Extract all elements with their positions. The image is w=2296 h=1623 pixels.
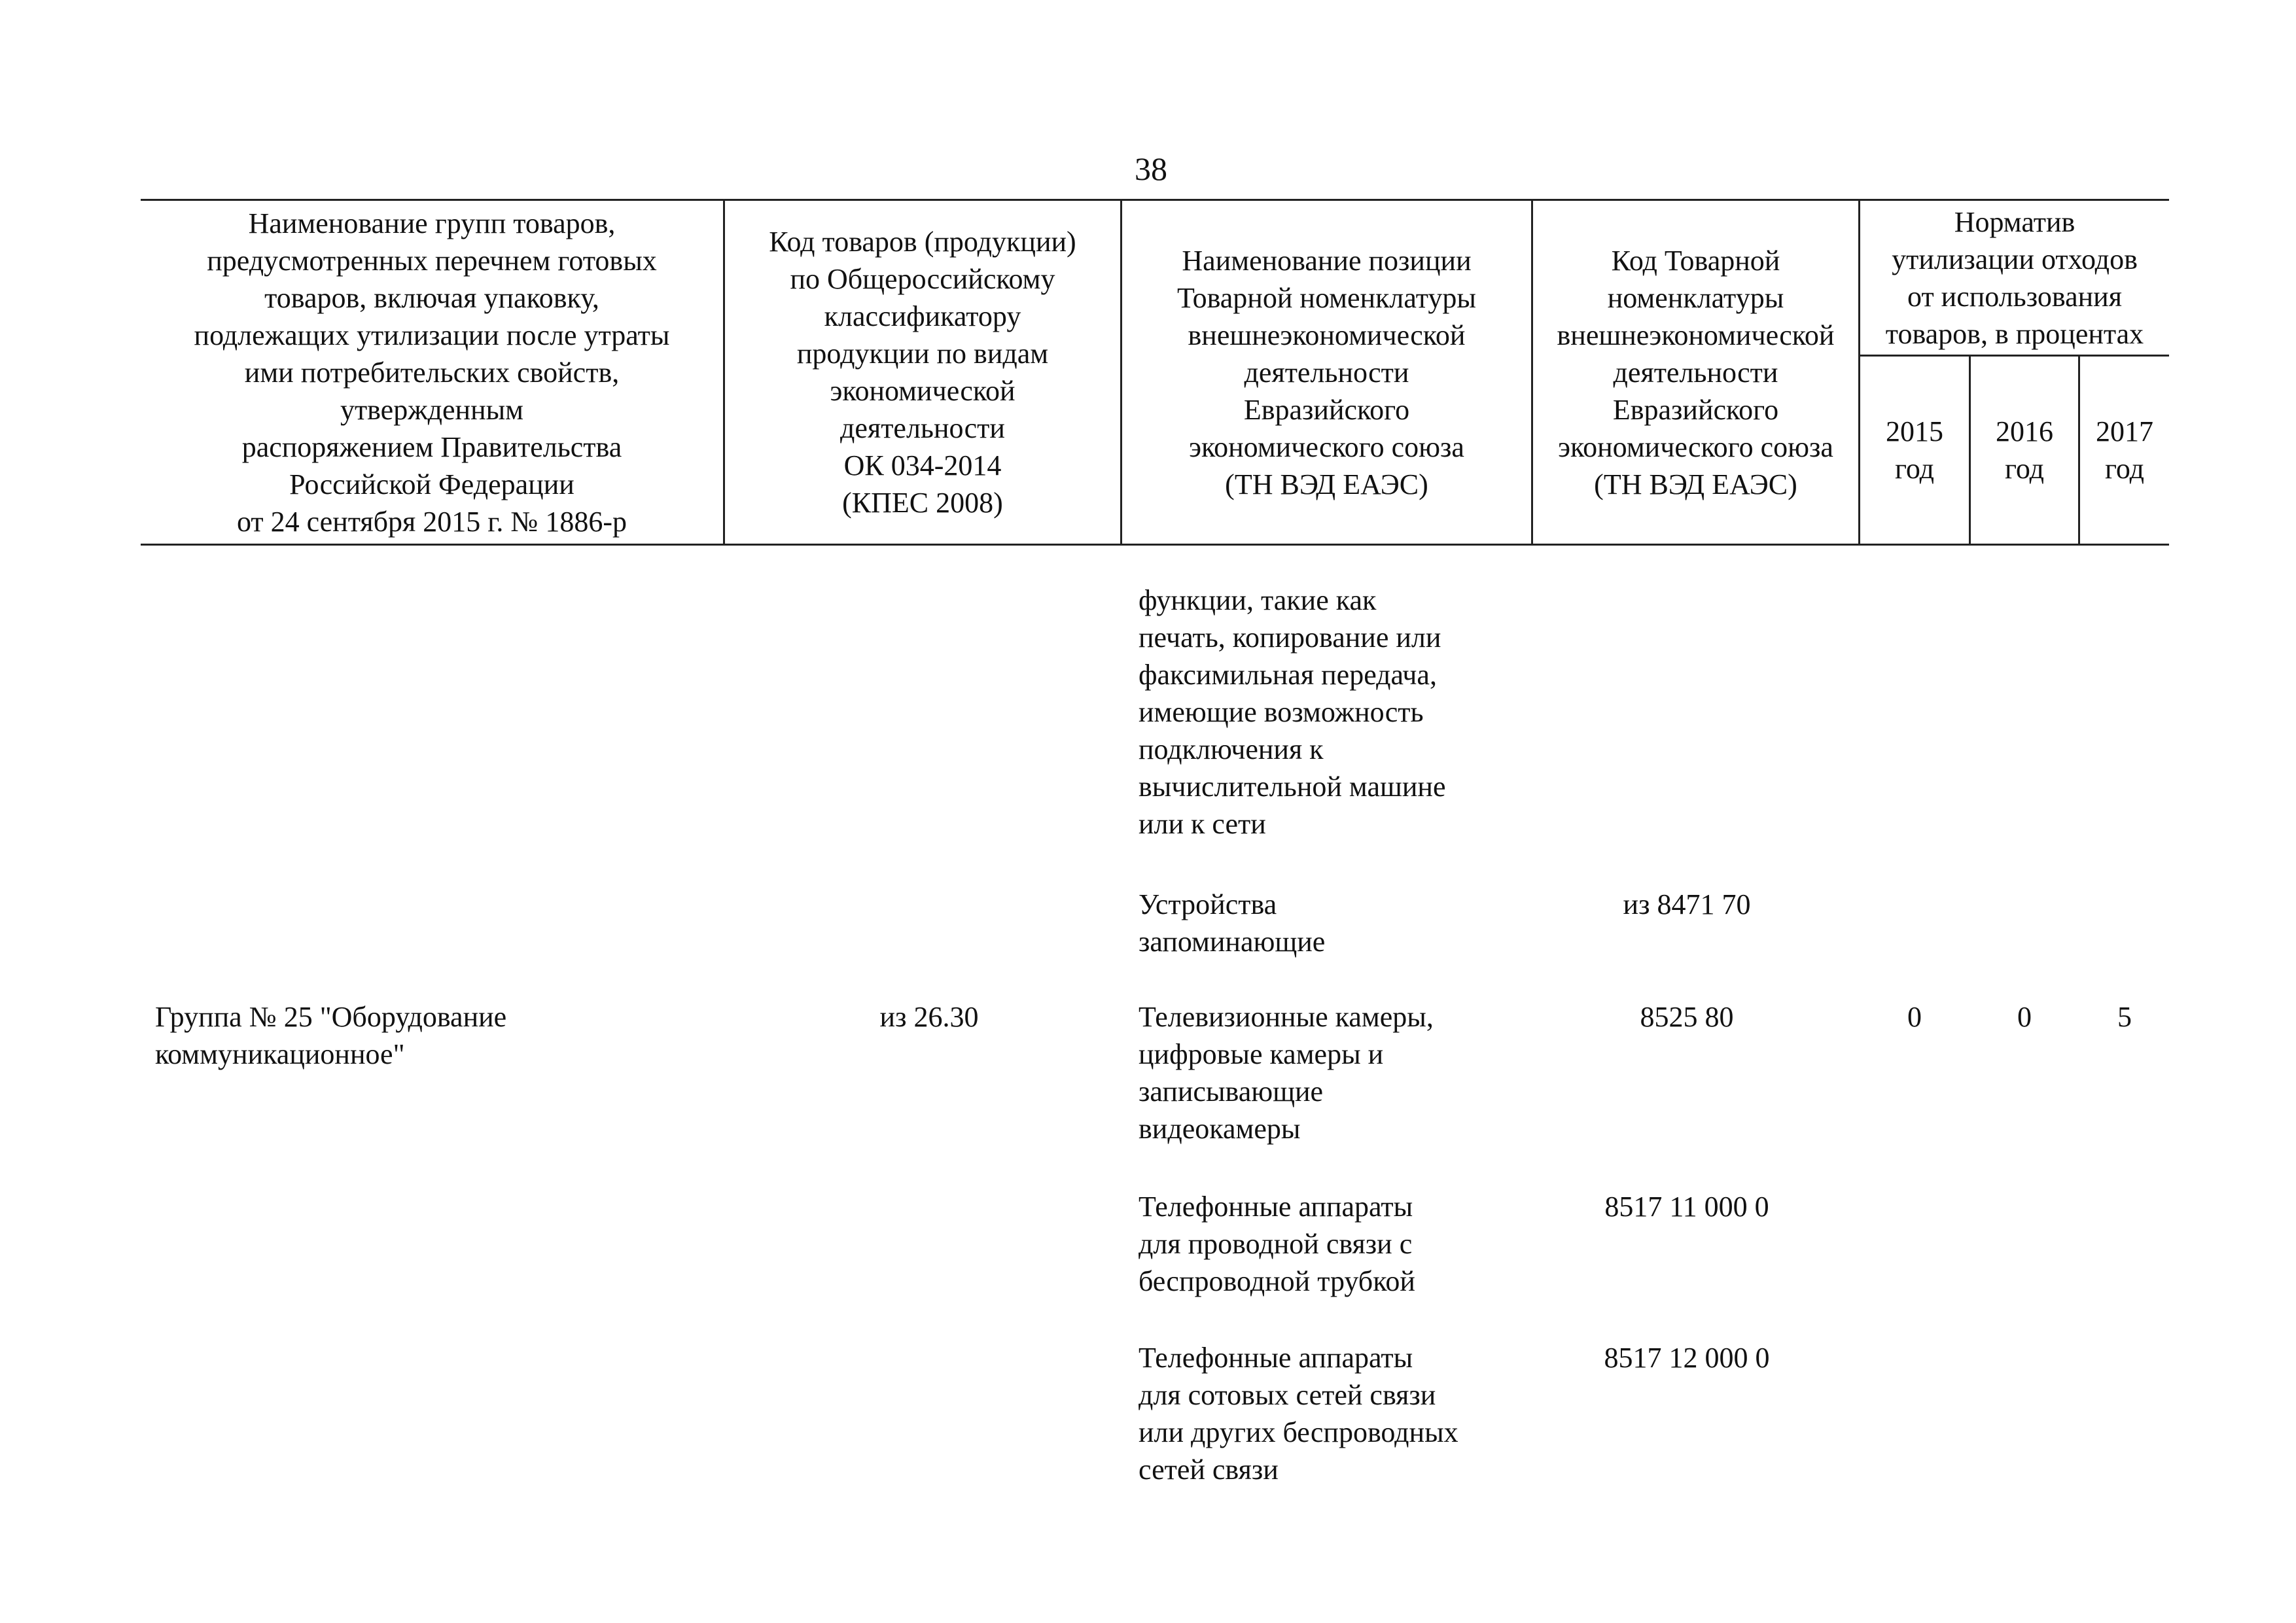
- group-okpd-code: из 26.30: [879, 1001, 979, 1033]
- header-year-2015: 2015 год: [1886, 415, 1943, 485]
- header-tnved-code: Код Товарной номенклатуры внешнеэкономической деятельности Евразийского экономического союза (ТН ВЭД ЕАЭС): [1557, 244, 1835, 500]
- row-item-name: Устройства запоминающие: [1139, 888, 1326, 958]
- header-group-name: Наименование групп товаров, предусмотренных перечнем готовых товаров, включая упаковку, подлежащих утилизации после утраты ими потребительских свойств, утвержденным распоряжением Правительства Российской Федерации от 24 сентября 2015 г. № 1886-р: [194, 207, 670, 538]
- row-item-code: 8517 11 000 0: [1604, 1191, 1769, 1223]
- header-okpd-code: Код товаров (продукции) по Общероссийскому классификатору продукции по видам экономической деятельности ОК 034-2014 (КПЕС 2008): [769, 226, 1076, 519]
- row-item-code: 8517 12 000 0: [1604, 1342, 1770, 1374]
- norm-2017-value: 5: [2117, 1001, 2132, 1033]
- row-item-name: Телефонные аппараты для проводной связи с беспроводной трубкой: [1139, 1191, 1415, 1297]
- header-tnved-name: Наименование позиции Товарной номенклатуры внешнеэкономической деятельности Евразийского экономического союза (ТН ВЭД ЕАЭС): [1177, 244, 1476, 500]
- norm-2015-value: 0: [1907, 1001, 1922, 1033]
- header-year-2016: 2016 год: [1996, 415, 2053, 485]
- row-item-code: 8525 80: [1640, 1001, 1734, 1033]
- row-item-name: Телевизионные камеры, цифровые камеры и записывающие видеокамеры: [1139, 1001, 1434, 1145]
- header-year-2017: 2017 год: [2096, 415, 2153, 485]
- row-item-name: Телефонные аппараты для сотовых сетей связи или других беспроводных сетей связи: [1139, 1342, 1458, 1486]
- header-norm: Норматив утилизации отходов от использования товаров, в процентах: [1885, 205, 2144, 350]
- row-item-code: из 8471 70: [1623, 888, 1751, 920]
- group-name: Группа № 25 "Оборудование коммуникационное": [155, 1001, 507, 1070]
- table-header: [141, 199, 2169, 546]
- page-number: 38: [1135, 150, 1167, 187]
- row-item-name: функции, такие как печать, копирование или факсимильная передача, имеющие возможность подключения к вычислительной машине или к сети: [1139, 584, 1446, 840]
- norm-2016-value: 0: [2017, 1001, 2032, 1033]
